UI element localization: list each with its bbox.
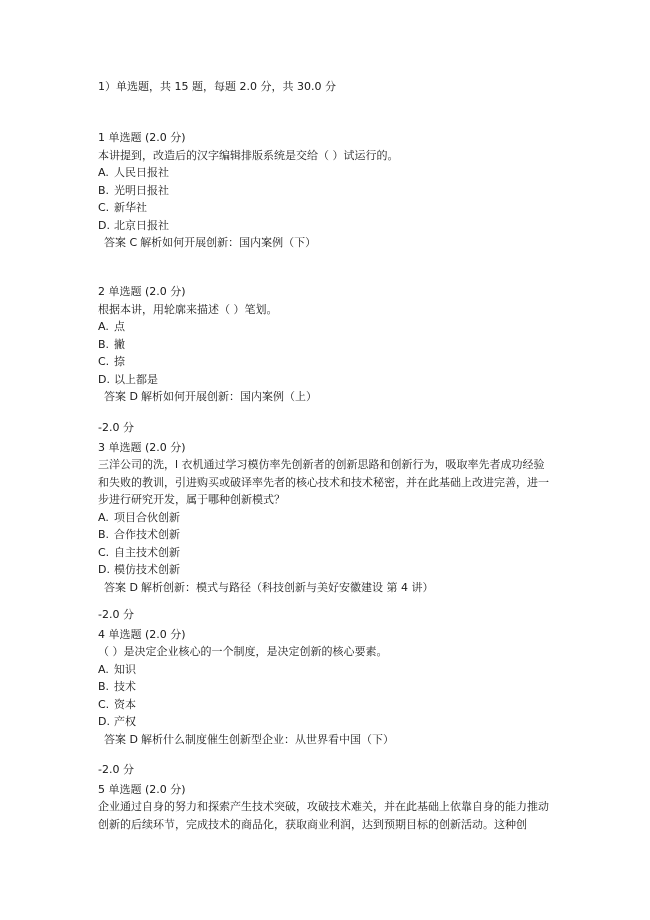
question-title: 1 单选题 (2.0 分) <box>98 131 186 144</box>
option-text: 新华社 <box>114 201 147 214</box>
answer-line <box>98 579 558 597</box>
option-text: 资本 <box>114 697 136 711</box>
option-text: 点 <box>114 320 125 333</box>
option-text: 人民日报社 <box>114 166 169 179</box>
option-text: 技术 <box>114 680 136 693</box>
option-letter: C. <box>98 545 110 559</box>
option-letter: D. <box>98 715 110 728</box>
answer-label: 答案 D <box>104 580 138 594</box>
option-d <box>98 371 558 389</box>
answer-label: 答案 D <box>104 390 138 403</box>
question-5 <box>98 761 558 833</box>
option-d <box>98 713 558 731</box>
option-text: 合作技术创新 <box>114 528 180 541</box>
option-a <box>98 661 558 679</box>
question-stem: 本讲提到，改造后的汉字编辑排版系统是交给（ ）试运行的。 <box>98 148 399 162</box>
answer-label: 答案 C <box>104 236 138 249</box>
option-letter: A. <box>98 510 109 524</box>
answer-analysis: 解析创新：模式与路径（科技创新与美好安徽建设 第 4 讲） <box>140 580 434 594</box>
option-letter: D. <box>98 563 110 576</box>
option-letter: A. <box>98 166 109 179</box>
option-letter: A. <box>98 320 109 333</box>
score-penalty: -2.0 分 <box>98 608 134 621</box>
question-title: 5 单选题 (2.0 分) <box>98 782 186 796</box>
option-letter: C. <box>98 201 110 214</box>
option-letter: C. <box>98 355 110 368</box>
question-2 <box>98 283 558 406</box>
score-penalty: -2.0 分 <box>98 421 134 434</box>
option-text: 捺 <box>114 355 125 368</box>
option-a <box>98 164 558 182</box>
answer-label: 答案 D <box>104 732 138 746</box>
option-text: 自主技术创新 <box>114 545 180 559</box>
question-title: 2 单选题 (2.0 分) <box>98 285 186 298</box>
option-text: 北京日报社 <box>114 218 169 232</box>
option-text: 产权 <box>114 715 136 728</box>
option-c <box>98 353 558 371</box>
option-letter: B. <box>98 680 110 693</box>
answer-line <box>98 731 558 749</box>
option-text: 模仿技术创新 <box>114 563 180 576</box>
answer-line <box>98 234 558 252</box>
answer-analysis: 解析如何开展创新：国内案例（下） <box>140 236 317 249</box>
option-b <box>98 182 558 200</box>
option-a <box>98 318 558 336</box>
answer-line <box>98 388 558 406</box>
question-title: 4 单选题 (2.0 分) <box>98 627 186 641</box>
option-b <box>98 678 558 696</box>
answer-analysis: 解析什么制度催生创新型企业：从世界看中国（下） <box>140 732 394 746</box>
option-d <box>98 561 558 579</box>
score-penalty: -2.0 分 <box>98 763 134 776</box>
option-letter: C. <box>98 697 110 711</box>
option-a <box>98 509 558 527</box>
question-stem: 三洋公司的洗，l 衣机通过学习模仿率先创新者的创新思路和创新行为，吸取率先者成功经验和失败的教训，引进购买或破译率先者的核心技术和技术秘密，并在此基础上改进完善，进一步进行研究开发，属于哪种创新模式？ <box>98 458 549 506</box>
option-letter: B. <box>98 183 110 197</box>
question-stem: 根据本讲，用轮廓来描述（ ）笔划。 <box>98 302 278 316</box>
answer-analysis: 解析如何开展创新：国内案例（上） <box>140 390 317 403</box>
option-text: 知识 <box>114 662 136 676</box>
option-c <box>98 199 558 217</box>
option-letter: B. <box>98 337 110 351</box>
section-header: 1）单选题，共 15 题，每题 2.0 分，共 30.0 分 <box>98 80 336 93</box>
question-4 <box>98 606 558 748</box>
option-b <box>98 336 558 354</box>
option-text: 撇 <box>114 337 125 351</box>
option-text: 以上都是 <box>114 372 158 386</box>
option-text: 项目合伙创新 <box>114 510 180 524</box>
question-title: 3 单选题 (2.0 分) <box>98 440 186 454</box>
option-text: 光明日报社 <box>114 183 169 197</box>
option-c <box>98 696 558 714</box>
option-c <box>98 544 558 562</box>
question-1 <box>98 129 558 252</box>
option-letter: A. <box>98 662 109 676</box>
option-b <box>98 526 558 544</box>
question-stem: 企业通过自身的努力和探索产生技术突破，攻破技术难关，并在此基础上依靠自身的能力推动创新的后续环节，完成技术的商品化，获取商业利润，达到预期目标的创新活动。这种创 <box>98 800 549 831</box>
option-letter: B. <box>98 528 110 541</box>
option-d <box>98 217 558 235</box>
question-3 <box>98 419 558 596</box>
option-letter: D. <box>98 372 110 386</box>
question-stem: （ ）是决定企业核心的一个制度，是决定创新的核心要素。 <box>98 645 388 658</box>
option-letter: D. <box>98 218 110 232</box>
